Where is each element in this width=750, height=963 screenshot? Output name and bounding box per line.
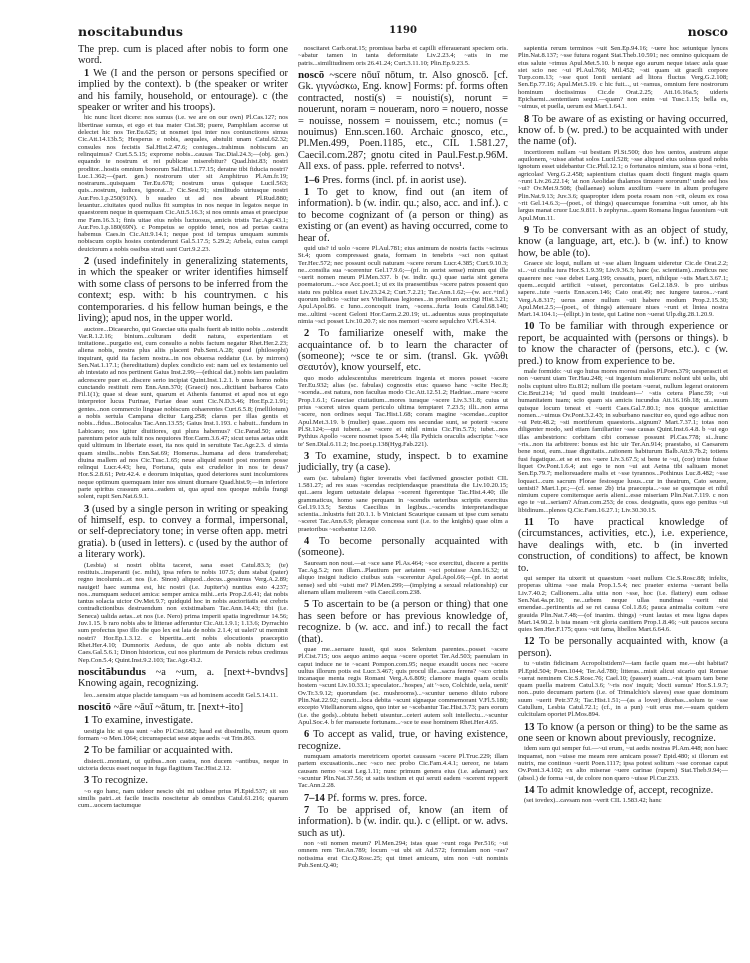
sense-definition bbox=[298, 805, 508, 839]
citations-block: Graece sic loqui, nullam ut ~sse aliam linguam uideretur Cic.de Orat.2.2; si...~ui ciuilia iura Hor.S.1.9.39; Liv.9.36.3; hanc (sc. scientiam)...medicus nec quaerere nec ~sse debet Larg.199; cessatis, pueri, nihilque ~stis Mart.3.67.1; quem...ecquid artificii ~uisset, percontatus Gel.2.18.9. b pro uiribus sapere...tute ~ueris Enn.scen.146; Cato orat.49; nec iungere tauros...~rant Verg.A.8.317; uerus amor nullum ~uit habere modum Prop.2.15.30; Apul.Met.2.5;—(poet., of things) attenuare niues ~runt et lintea nostra Mart.14.104.1;—(ellipt.) in teste, qui Latine non ~uerat Ulp.dig.28.1.20.9. bbox=[518, 260, 728, 319]
citations-block: quid uis? id uolo ~scere Pl.Aul.781; eius animum de nostris factis ~scimus St.4; quom compressast gnata, formam in tenebris ~sci non quitast Ter.Hec.572; nec possunt oculi naturam ~scere rerum Lucr.4.385; Curt.9.10.3; ne...consilia sua ~scerentur Gel.17.9.6;—(pf. in aorist sense) mirum qui ille ~uerit nomen meum Pl.Men.337. b (w. indir. qu.) quae uaria sint genera poematorum...~sce Acc.poet.1; ut ex iis praesentibus ~scere patres possent quo statu res publica esset Liv.23.24.2; Curt.7.2.21; Tac.Ann.1.62;—(w. acc.+inf.) quorum indicio ~scitur sex Vitellianas legiones...in proelium accingi Hist.3.21; Apul.Apol.86. c Iuno...concoquit iram, ~scens...furta Iouis Catul.68.140; me...ultimi ~scent Geloni Hor.Carm.2.20.19; ut...aduentus suus propinquitate nimia ~sci posset Liv.10.20.7; sic nos memori ~scere sepulchro V.Fl.4.314. bbox=[298, 244, 508, 325]
sense-definition bbox=[298, 729, 508, 752]
sense-definition bbox=[298, 599, 508, 645]
sense-number: 6 bbox=[304, 729, 310, 741]
definition-text: The prep. cum is placed after nobis to form one word. bbox=[78, 44, 288, 67]
citations-block: ~o ego hanc, nam uideor nescio ubi mi uidisse prius Pl.Epid.537; sit suo similis patri...et facile insciis noscitetur ab omnibus Catul.61.216; quarum cum...uocem tactumque bbox=[78, 787, 288, 810]
sense-definition bbox=[298, 451, 508, 474]
definition-text: To admit knowledge of, accept, recognize. bbox=[536, 784, 714, 796]
citations-block: idem sum qui semper fui.—~ui erum, ~ui aedis nostras Pl.Am.448; non haec inquamst, non ~uisse me meam rere amicam posse? Epid.480; si illorum est nutrix, me continuo ~uerit Poen.1117; ipsa potest solitum ~sse coronae caput Ov.Pont.3.4.102; ex alto miserae ~uere carinae (rupem) Stat.Theb.9.94;—(absol.) de forma ~ui, de colore non quero ~uisse Pl.Cur.233. bbox=[518, 745, 728, 782]
sense-number: 3 bbox=[84, 775, 90, 787]
citations-block: (sei iovdex)...cavsam non ~verit CIL 1.583.42; hanc bbox=[524, 797, 662, 805]
sense-number: 2 bbox=[84, 256, 90, 268]
left-guide-word: noscitabundus bbox=[78, 24, 184, 39]
citations-block: male formido: ~ui ego huius mores morosi malos Pl.Poen.379; uesperascit et non ~uerunt uiam Ter.Hau.248; ~ui ingenium mulierum: nolunt ubi uelis, ubi nolis cupiunt ultro Eu.812; nullum ille poetam ~uerat, nullum legerat oratorem Cic.Brut.214; 'id quod multi inuideant—' ~stis cetera Planc.59; ~ui humanitatem tuam; scio quam sis amicis iucundus Att.16.16b.18; ut...suum quisque locum teneat et ~uerit Caes.Gal.7.80.1; nos quoque amicitiae nomen...~uimus Ov.Pont.3.2.43; in suburbano nascitur eo, quod ego adhuc non ~ui Petr.48.2; ~sti mortiferum quaestoris...signum? Mart.7.37.1; totas non diligenter modo, sed etiam familiariter ~sse causas Quint.Inst.6.4.8. b ~ui ego illas ambestriors: corbitam cibi comesse possunt Pl.Cas.778; si...hunc ~ris...non ita arbitrere: bonus est hic uir Ter.An.914; praestabo, si Caesarem bene noui, eum...tuae dignitatis...rationem habiturum Balb.Att.9.7b.2; totiens fusi fugatique...et se et nos ~uere Liv.3.67.5; si bene te ~ui, (cor) triste fuisse liquet Ov.Pont.1.6.4; aut ego te non ~ui aut Aetna tibi saliuam monet Sen.Ep.79.7; meliorsuadere malis et ~sse tyrannos...Pothinus Luc.8.482; ~sse loquaci...cum sacrum Florae festosque lusus...cur in theatrum, Cato seuere, uenisti? Mart.1.pr.;—(cf. sense 2b) tria praecepta...~sse se quemque et nihil nimium cupere comitemque aeris alieni...esse miseriam Plin.Nat.7.119. c non ego te ~ui...seriam? Afran.com.253; de coss. designatis, quos ego penitus ~ui libidinum...plenos Q.Cic.Fam.16.27.1; Liv.30.30.15. bbox=[518, 368, 728, 514]
citations-block: noscitaret Carb.orat.15; promissa barba et capilli efferauerant speciem oris. ~abatur tamen in tanta deformitate Liv.2.23.4; ~atis in me patris...similitudinem oris 26.41.24; Curt.3.11.10; Plin.Ep.9.23.5. bbox=[298, 45, 508, 67]
citations-block: disiecti...montani, ut quibus...non castra, non ducem ~antibus, neque in uictoria decus esset neque in fuga flagitium Tac.Hist.2.12. bbox=[78, 757, 288, 773]
sense-number: 4 bbox=[304, 536, 310, 548]
citations-block: (Lesbia) si nostri oblita taceret, sana esset Catul.83.3; (te) restituis...insperanti (sc. mihi), ipsa refers te nobis 107.5; dum stabat (pater) regno incolumis...et nos (i.e. Sinon) aliquod...decus...gessimus Verg.A.2.89; nauiget! haec summa est, hic nostri (i.e. Jupiter's) nuntius esto 4.237; nos...numquam seducet amica: semper amica mihi...eris Prop.2.6.41; dat nobis tantus solacia uictor Ov.Met.9.7; quidquid hoc in nobis auctoritatis est crebris contradictionibus destruendum non existimabam Tac.Ann.14.43; tibi (i.e. Seneca) ualida aetas...et nos (i.e. Nero) prima imperii spatia ingredimur 14.56; Juv.1.15. b raro nobis abs te litterae adferuntur Cic.Att.1.9.1; 1.13.6; Dyrrachio sum profectus ipso illo die quo lex est lata de nobis 2.1.4; ut ualet? ut meminit nostri? Hor.Ep.1.3.12. c bipertita...erit nobis elocutionis praeceptio Rhet.Her.4.10; Dumnorix Aeduus, de quo ante ab nobis dictum est Caes.Gal.5.6.1; Dinon historicus, cui nos plurimum de Persicis rebus credimus Nep.Con.5.4; Quint.Inst.9.2.103; Tac.Agr.43.2. bbox=[78, 561, 288, 664]
sense-number: 8 bbox=[524, 113, 530, 125]
sense-number: 1 bbox=[84, 715, 90, 727]
columns-container bbox=[78, 44, 728, 872]
sense-definition bbox=[518, 517, 728, 574]
definition-text: To be conversant with as an object of study, know (a language, art, etc.). b (w. inf.) to know how, be able (to). bbox=[518, 224, 728, 259]
sense-definition bbox=[518, 321, 728, 367]
definition-text: To have practical knowledge of (circumstances, activities, etc.), i.e. experience, have dealings with, etc. b (in inverted construction, of conditions) to affect, be known to. bbox=[518, 517, 728, 574]
sense-definition bbox=[78, 745, 288, 756]
sense-definition bbox=[78, 715, 288, 726]
sense-definition bbox=[518, 722, 728, 745]
definition-text: (used by a single person in writing or speaking of himself, esp. to convey a formal, impersonal, or self-depreciatory tone; in verse often app. metri gratia). b (used in letters). c (used by the author of a literary work). bbox=[78, 503, 288, 561]
column-left bbox=[78, 44, 288, 872]
definition-text: Pf. forms w. pres. force. bbox=[327, 792, 428, 804]
entry-etymology: ~a ~um, a. [next+-bvndvs] Knowing again, recognizing. bbox=[78, 666, 288, 690]
citations-block: leo...sensim atque placide tamquam ~us ad hominem accedit Gel.5.14.11. bbox=[84, 691, 278, 699]
citations-block: qui semper ita uixerit ut quaestum ~sset nullum Cic.S.Rosc.88; infelix, properas ultima ~sse mala Prop.1.5.4; nec praeter externa ~uerant bella Liv.7.40.2; Callionem...alia uitia non ~sse, hoc (i.e. flattery) eum odisse Sen.Nat.4a.pr.10; ne...urbem neque ullas nundinas ~uerit nisi emendae...pertinentis ad se rei causa Col.1.8.6; pauca animalia coitum ~ere grauida Plin.Nat.7.48;—(of inanim. things) ~runt lautas et mea ligna dapes Mart.14.90.2. b ista meam ~rit gloria canitiem Prop.1.8.46; ~uit paucos secura quies Sen.Her.F.175; quos ~uit fama, libellos Mart.6.64.6. bbox=[518, 575, 728, 634]
right-guide-word: nosco bbox=[687, 24, 728, 39]
sense-number: 10 bbox=[524, 321, 535, 333]
definition-text: To be aware of as existing or having occurred, know of. b (w. pred.) to be acquainted with under the name (of). bbox=[518, 113, 728, 148]
sense-number: 5 bbox=[304, 599, 310, 611]
headword: noscō bbox=[298, 68, 325, 81]
citations-block: non ~sti nomen meum? Pl.Men.294; istas quae ~runt roga Per.516; ~ui omnem rem Ter.An.789; locum ~ui ubi sit Ad.572; formulam non ~ras? notissima erat Cic.Q.Rosc.25; qui timet amicum, uim non ~uit nominis Pub.Sent.Q.40; bbox=[298, 840, 508, 870]
running-head bbox=[78, 24, 728, 40]
definition-text: We (I and the person or persons specified or implied by the context). b (the speaker or writer and his family, household, or entourage). c (the speaker or writer and his troops). bbox=[78, 67, 288, 114]
sense-number: 7–14 bbox=[304, 792, 325, 804]
definition-text: To recognize. bbox=[91, 775, 149, 787]
page-number: 1190 bbox=[389, 25, 417, 36]
sense-definition bbox=[518, 785, 728, 796]
entry-lemma-line bbox=[298, 70, 508, 173]
definition-text: To be apprised of, know (an item of information). b (w. indir. qu.). c (ellipt. or w. advs. such as ut). bbox=[298, 804, 508, 839]
definition-text: To familiarize oneself with, make the acquaintance of. b to learn the character of (someone); ~sce te or sim. (transl. Gk. γνῶθι σεαυτόν), know yourself, etc. bbox=[298, 328, 508, 374]
definition-text: To get to know, find out (an item of information). b (w. indir. qu.; also, acc. and inf.). c to become cognizant of (a person or thing) as existing or (an event) as having occurred, come to hear of. bbox=[298, 186, 508, 244]
citations-block: sapientia rerum terminos ~uit Sen.Ep.94.16; ~uere hoc seiuntque lynces Plin.Nat.8.137; ~sse futura rogant Stat.Theb.10.591; nec omnino quicquam de eius salute ~rimus Apul.Met.5.10. b neque ego aurum neque istaec aula quae siet scio nec ~ui Pl.Aul.766; Mil.452; ~sti quam sit gracili corpore Turp.com.13; ~sse quot Ionii ueniant ad litora fluctus Verg.G.2.108; Sen.Ep.77.16; Apul.Met.5.19. c hic fuit..., ut ~ramus, omnium fere nostrorum hominum doctissimus Cic.de Orat.2.25; Att.16.16a.5; uideris Epicharmi...sententiam sequi.—quam? non enim ~ui Tusc.1.15; bella es, ~uimus, et puella, uerum est Mart.1.64.1. bbox=[518, 45, 728, 111]
sense-number: 12 bbox=[524, 636, 535, 648]
sense-number: 11 bbox=[524, 517, 534, 529]
entry-etymology: ~āre ~āuī ~ātum, tr. [next+-ito] bbox=[113, 701, 244, 713]
definition-text: To accept as valid, true, or having existence, recognize. bbox=[298, 729, 508, 752]
sense-definition bbox=[298, 793, 508, 804]
citations-block: auctore...Dicaearcho, qui Graeciae uita qualis fuerit ab initio nobis ...ostendit Var.R.1.2.16; binium...culturam dedit natura, experientiam et imitatione...purgatio est, cum consulto a nobis factum negatur Rhet.Her.2.23; aliena nobis, nostra plus aliis placent Pub.Sent.A.28; quod (philosophi) inquirant, quid ita faciem nostra...in nos obuersa reddatur (i.e. by mirrors) Sen.Nat.1.17.1; (hereditatium) duplex condicio est: nam uel ex testamento uel ab intestato ad nos pertinent Gaius Inst.2.99;—(ethical dat.) nobis iam paulatim adcrescere puer et...discere serio incipiat Quint.Inst.1.2.1. b unus homo nobis cunctando restituit rem Enn.Ann.370; (Graeci) nos...dictitant barbaros Cato Fil.1(1); quae si deae sunt, quarum et Athenis fanumst et apud nos ut ego interpretor lucus Furinae, Furiae deae sunt Cic.N.D.3.46; Hor.Ep.2.1.91; gentes...non commercio linguae nobiscum cohaerentes Curt.6.5.8; (mellilotum) a nobis sertula Campana dicitur Larg.258; clarus per illas gentis et nobis...fidus...Boiocalus Tac.Ann.13.55; Gaius Inst.1.193. c habuit...fundum in Labicano; nos igitur diuitiores, qui plura habemus? Cic.Parad.50; aetas parentum peior auis tulit nos nequiores Hor.Carm.3.6.47; sicut uetus aetas uidit quid ultimum in libertate esset, ita nos quid in seruitute Tac.Agr.2.3. d simia quam similis...nobis Enn.Sat.69; Homerus...humana ad deos transferebat; diuina mallem ad nos Cic.Tusc.1.65; neue aliquid nostri post mortem posse relinqui Lucr.4.43; heu, Fortuna, quis est crudelior in nos te deus? Hor.S.2.8.61; Petr.42.4. e deorum iniquitas, quod deteriores sunt incolumiores neque optimum quemquam inter nos sinunt diurnare Quad.hist.9;—in inferiore parte spiritus crassum aera...eadem ui, qua apud nos quoque nubila frangi solent, rupit Sen.Nat.6.9.1. bbox=[78, 325, 288, 501]
definition-text: To ascertain to be (a person or thing) that one has seen before or has previous knowledge of, recognize. b (w. acc. and inf.) to recall the fact (that). bbox=[298, 599, 508, 645]
definition-text: Pres. forms (incl. pf. in aorist use). bbox=[322, 174, 467, 186]
definition-text: To be familiar or acquainted with. bbox=[91, 745, 233, 757]
citations-block: uestigia hic si qua sunt ~abo Pl.Cist.682; haud est dissimilis, meum quom formam ~o Men.1064; circumspectat sese atque aedis ~at Trin.863. bbox=[78, 727, 288, 743]
headword: noscitābundus bbox=[78, 665, 146, 678]
definition-text: To be personally acquainted with, know (a person). bbox=[518, 636, 728, 659]
sense-definition bbox=[298, 536, 508, 559]
sense-number: 9 bbox=[524, 224, 530, 236]
column-middle bbox=[298, 44, 508, 872]
sense-number: 1 bbox=[304, 186, 310, 198]
definition-text: To examine, study, inspect. b to examine judicially, try (a case). bbox=[298, 450, 508, 474]
sense-definition bbox=[78, 504, 288, 561]
sense-number: 2 bbox=[304, 328, 310, 340]
citations-block: numquam amatoris meretricem oportet caussam ~scere Pl.Truc.229; illam partem excusationis...nec ~sco nec probo Cic.Fam.4.4.1; uereor, ne istam causam nemo ~scat Leg.1.11; nunc primum genera eius (i.e. adamant) sex ~scuntur Plin.Nat.37.56; ut satis testium et qui seruti eadem ~scerent repperit Tac.Ann.2.28. bbox=[298, 753, 508, 790]
citations-block: eam (sc. tabulam) figier ioveratis vbei facilvmed gnoscier potisit CIL 1.581.27; ad res suas ~scendas recipiendasque praestituta die Liv.10.20.15; qui...aera legum uetustate delapsa ~scerent figerentque Tac.Hist.4.40; ille grammaticus, homo sane perquam in ~scendis ueteribus scriptis exercitus Gel.19.13.5; Sextus Caecilius in legibus...~scendis interpretandisque scientia...inlustris fuit 20.1.1. b Viniciani Scaurique causam ut ipse cum senatu ~sceret Tac.Ann.6.9; pleraque concessa sunt (i.e. to the knights) quae olim a praetoribus ~scebantur 12.60. bbox=[298, 474, 508, 533]
definition-text: To become personally acquainted with (someone). bbox=[298, 536, 508, 559]
sense-number: 7 bbox=[304, 804, 310, 816]
headword: noscitō bbox=[78, 700, 111, 713]
sense-number: 1 bbox=[84, 67, 90, 79]
sense-definition bbox=[78, 256, 288, 324]
sense-number: 13 bbox=[524, 721, 535, 733]
citations-block: incertiorem nullam ~ui bestiam Pl.St.500; duo hos uentos, austrum atque aquilonem, ~uisse aiebat solos Lucil.528; ~sse aliquod eius uolnus quod nobis ignotum esset uidebantur Cic.Phil.12.1; o fortunatos nimium, sua si bona ~rint, agricolas! Verg.G.2.458; sapientium ciuitas quam docti fingunt magis quam ~runt Liv.26.22.14; 'at non Aeolidae thalamos timuere sororum!' unde sed hos ~ui? Ov.Met.9.508; (ballaenae) solum auxilium ~uere in altum profugere Plin.Nat.9.13; Juv.3.6; quapropter idem poeta rosam non ~rit, oleum ex rosa ~rit Gel.14.6.3;—(poet., of things) quaecumque foramina ~uit umor, ab his largus manat cruor Luc.9.811. b zephyrus...quem Romana lingua fauonium ~uit Apul.Mun.11. bbox=[518, 148, 728, 222]
sense-definition bbox=[78, 44, 288, 67]
sense-number: 1–6 bbox=[304, 174, 320, 186]
entry-lemma-line bbox=[78, 667, 288, 690]
definition-text: To know (a person or thing) to be the same as one seen or known about previously, recognize. bbox=[518, 721, 728, 745]
sense-number: 3 bbox=[304, 450, 310, 462]
sense-number: 3 bbox=[84, 503, 90, 515]
definition-text: (used indefinitely in generalizing statements, in which the speaker or writer identifies himself with some class of persons to be inferred from the context; esp. with: b his countrymen. c his contemporaries. d his fellow human beings, e the living); apud nos, in the upper world. bbox=[78, 256, 288, 325]
sense-definition bbox=[298, 328, 508, 374]
entry-lemma-line bbox=[78, 702, 288, 713]
column-right bbox=[518, 44, 728, 872]
sense-number: 14 bbox=[524, 784, 535, 796]
citations-block: quo modo adulescentulus meretricum ingenia et mores posset ~scere Ter.Eu.932; alias (sc. fabulas) cognostis eius: quaeso hanc ~scite Hec.8; ~scenda...est natura, non facultas modo Cic.Att.12.51.2; Hadriae...mare ~scere Prop.1.6.1; Graeciae ciuitatium...mores iuraque ~scere Liv.3.31.8; cuius ut prius ~sceret uires quam periculo ultima temptaret 7.23.5; illi...non arma ~scere, non ordines sequi Tac.Hist.1.68; coram magine ~scendae...cupitor Apul.Met.3.19. b (mulier) quae...quom res secundae sunt, se poterit ~scere Pl.St.124;—qui iubent...se ~scere et nihil nimia Cic.Fin.5.73; iubet...nos Pythius Apollo ~scere nosmet ipsos 5.44; illa Pythicis oraculis adscripta: '~sce te' Sen.Dial.6.11.2; Inc.poet.p.138(Hyg.Fab.221). bbox=[298, 374, 508, 448]
citations-block: hic nunc licet dicere: nos sumus (i.e. we are on our own) Pl.Cas.127; nos libertinae sumus, et ego et tua mater Cist.38; puere, Pamphilam accerse ut delectet hic nos Ter.Eu.625; ut nosmet ipsi inter nos coniunctiores simus Cic.Att.14.13b.5; Hesperus e nobis, aequales, abstulit unam Catul.62.32; consules nos fecistis Sal.Hist.2.47.6; coniuges...trahimus nobiscum an relinquimus? Curt.5.5.15; exprome nobis...causas Tac.Dial.24.3;—(obj. gen.) equando te nostrum et rei publicae miserebitur? Quad.hist.83; nostri proditor...hostis omnium bonorum Sal.Hist.1.77.15; deratne tibi fiducia nostri? Luc.1.362;—(part. gen.) nostrorum uter sit Amphitruo Pl.Am.fr.19; nostrarum...quisquam Ter.Eu.678; nostrum unus quisque Lucil.563; quis...nostrum, iudices, ignorat...? Cic.Sest.91; similitudo utriusque nostri Aur.Fro.1.p.250(91N). b suadeo ut ad nos abeant Pl.Rud.880; leuantur...ciuitates quod nullus fit sumptus in nos neque in legatos neque in quaestorem neque in quemquam Cic.Att.5.16.3; si nos omnis amas et praecipue me Fam.16.3.1; finis uitae eius nobis luctuosus, amicis tristis Tac.Agr.43.1; Aur.Fro.1.p.180(69N). c Pompeius se oppido tenet, nos ad portas castra habemus Caes.in Cic.Att.9.14.1; neque post id tempus umquam summis nobiscum copiis hostes contenderunt Gal.5.17.5; 5.29.2; Arbela, cuius campi deuictorum a nobis ossibus strati sunt Curt.9.2.23. bbox=[78, 114, 288, 253]
sense-definition bbox=[78, 68, 288, 114]
sense-definition bbox=[298, 175, 508, 186]
citations-block: quae me...seruare iussit, qui suos Selenium parentes...posset ~scere Pl.Cist.715; uos aequo animo aequa ~scere oportet Ter.Ad.503; paenulam in caput induce ne te ~scant Pompon.com.95; neque exaudit uoces nec ~scere uultus illorum potis est Lucr.3.467; quis procul ille...sacra ferens? ~sco crinis incanaque menta regis Romani Verg.A.6.809; clamore magis quam oculis hostem ~scunt Liv.10.33.1; speculator...'hospes,' ait '~sco, Colchide, uela, uenit' Ov.Tr.3.9.12; quorundam (sc. mushrooms)...~scuntur ueneno diluto rubore Plin.Nat.22.92; cuncti...loca debita ~scunt signaque commemorant V.Fl.5.180; excepto Vitellianorum signo, quo inter se ~scebantur Tac.Hist.3.73; pars eorum (i.e. the gods)...obtutu hebeti uisuntur...ceteri autem soli intellectu...~scuntur Apul.Soc.4. b fer mansuete fortunam...~sce te esse hominem Rhet.Her.4.65. bbox=[298, 645, 508, 726]
sense-definition bbox=[518, 636, 728, 659]
citations-block: Sauream non noui.—at ~sce sane Pl.As.464; ~sce exercitui, discere a peritis Tac.Ag.5.2; non illam...Plautium per aetatem ~sci potuisse Ann.16.32; ut aliquo insigni iudicio ciuibus suis ~scerentur Apul.Apol.66;—(pf. in aorist sense) sed ubi ~uisti me? Pl.Men.299;—(implying a sexual relationship) cur alienam ullam mulierem ~stis Caecil.com.238. bbox=[298, 559, 508, 597]
sense-definition bbox=[298, 187, 508, 244]
sense-number: 2 bbox=[84, 745, 90, 757]
sense-definition bbox=[518, 225, 728, 259]
sense-definition bbox=[78, 775, 288, 786]
definition-text: To be familiar with through experience or report, be acquainted with (persons or things). b to know the character of (persons, etc.). c (w. pred.) to know from experience to be. bbox=[518, 321, 728, 367]
citations-block: tu ~uistin fidicinam Acropolistidem?—tam facile quam me.—ubi habitat? Pl.Epid.504; Poen.1044; Ter.Ad.780; litteras...misit alicui sicario qui Romae ~uerat neminem Cic.S.Rosc.76; Cael.10; (passer) suam...~rat ipsam tam bene quam puella matrem Catul.3.6; '~ris nos' inquit; 'docti sumus' Hor.S.1.9.7; non...puto decumam partem (i.e. of Trimalchio's slaves) esse quae dominum suum ~uerit Petr.37.9; Tac.Hist.1.51;—(as a lover) dicebas...solum te ~sse Catullum, Lesbia Catul.72.1; (cf., in a pun) ~uit erus me.—suam quidem culcitulam oportet Pl.Mos.894. bbox=[518, 660, 728, 719]
entry-etymology: ~scere nōuī nōtum, tr. Also gnoscō. [cf. Gk. γιγνώσκω, Eng. know] Forms: pf. forms often contracted, nosti(s) = nouisti(s), norunt = nouerunt, noram = noueram, noro = nouero, nosse = nouisse, nossem = nouissem, etc.; nomus (= nouimus) Enn.scen.160. Archaic gnosco, etc., Pl.Men.499, Poen.1185, etc., CIL 1.581.27, Caecil.com.287; gnotu cited in Paul.Fest.p.96M. All exs. of pass. pple. referred to notvs¹. bbox=[298, 69, 508, 173]
definition-text: To examine, investigate. bbox=[91, 715, 194, 727]
sense-definition bbox=[518, 114, 728, 148]
